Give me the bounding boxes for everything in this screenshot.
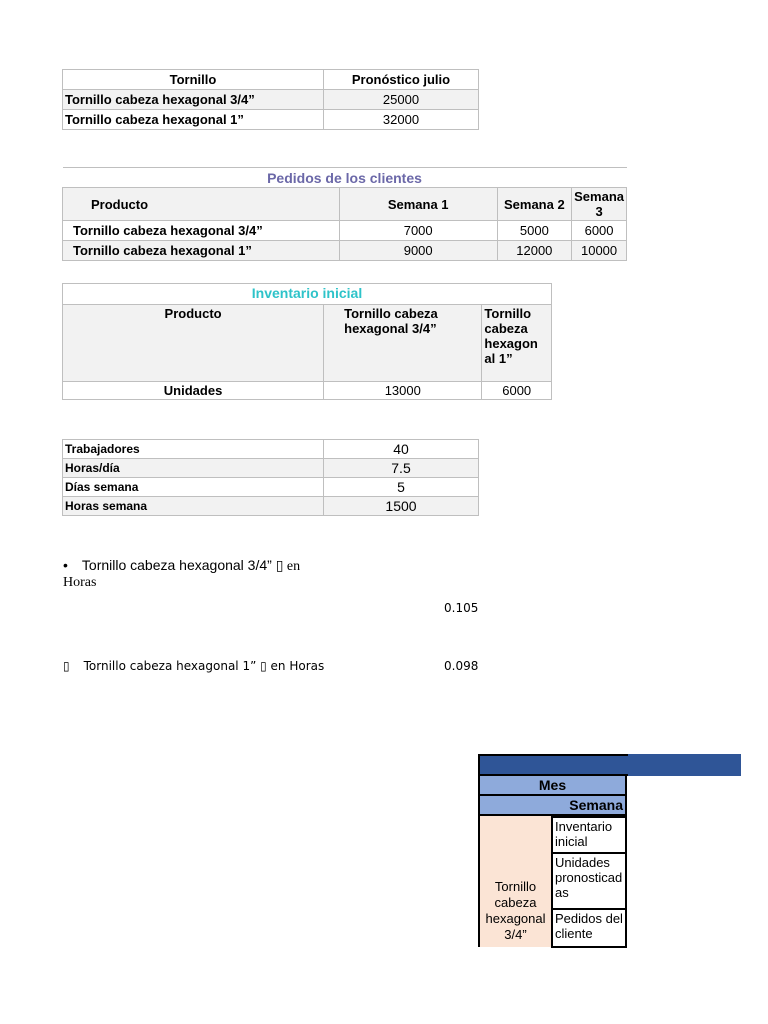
forecast-header-value: Pronóstico julio bbox=[324, 70, 479, 90]
table-row bbox=[63, 459, 479, 478]
table-row bbox=[63, 90, 479, 110]
table-row bbox=[63, 478, 479, 497]
note-line-1 bbox=[63, 557, 300, 575]
table-row bbox=[63, 440, 479, 459]
plan-header-cell bbox=[478, 754, 628, 776]
orders-title: Pedidos de los clientes bbox=[63, 168, 627, 188]
note-text-1a: Tornillo cabeza hexagonal 3/4” bbox=[81, 557, 276, 573]
orders-table bbox=[62, 167, 627, 261]
inventory-title-row bbox=[63, 284, 552, 305]
inventory-value: 6000 bbox=[482, 382, 552, 400]
labor-label: Horas semana bbox=[63, 497, 324, 516]
note-text-2: Tornillo cabeza hexagonal 1” ▯ en Horas bbox=[83, 659, 325, 673]
plan-row-initial-inventory: Inventario inicial bbox=[551, 816, 627, 854]
forecast-table bbox=[62, 69, 479, 130]
missing-glyph-icon: ▯ bbox=[275, 558, 284, 574]
inventory-header-item1: Tornillo cabeza hexagonal 3/4” bbox=[324, 305, 482, 382]
inventory-table bbox=[62, 283, 552, 400]
forecast-header-product: Tornillo bbox=[63, 70, 324, 90]
orders-week2: 12000 bbox=[497, 241, 572, 261]
table-row bbox=[63, 497, 479, 516]
orders-week2: 5000 bbox=[497, 221, 572, 241]
forecast-product: Tornillo cabeza hexagonal 1” bbox=[63, 110, 324, 130]
bullet-icon: • bbox=[63, 557, 68, 573]
labor-value: 7.5 bbox=[324, 459, 479, 478]
forecast-value: 25000 bbox=[324, 90, 479, 110]
forecast-header-row bbox=[63, 70, 479, 90]
orders-header-row bbox=[63, 188, 627, 221]
table-row bbox=[63, 221, 627, 241]
plan-week-label: Semana bbox=[478, 796, 627, 816]
orders-week1: 9000 bbox=[339, 241, 497, 261]
labor-label: Trabajadores bbox=[63, 440, 324, 459]
note-text-1c: Horas bbox=[63, 575, 97, 590]
note-value-2: 0.098 bbox=[444, 659, 479, 673]
plan-product-cell bbox=[478, 816, 551, 947]
orders-product: Tornillo cabeza hexagonal 3/4” bbox=[63, 221, 340, 241]
table-row bbox=[63, 382, 552, 400]
orders-week1: 7000 bbox=[339, 221, 497, 241]
note-line-2 bbox=[63, 659, 324, 673]
labor-label: Días semana bbox=[63, 478, 324, 497]
plan-header-bar bbox=[478, 754, 741, 776]
inventory-value: 13000 bbox=[324, 382, 482, 400]
inventory-header-product: Producto bbox=[63, 305, 324, 382]
forecast-value: 32000 bbox=[324, 110, 479, 130]
orders-product: Tornillo cabeza hexagonal 1” bbox=[63, 241, 340, 261]
orders-header-week2: Semana 2 bbox=[497, 188, 572, 221]
missing-glyph-icon: ▯ bbox=[63, 659, 70, 673]
table-row bbox=[63, 110, 479, 130]
labor-value: 1500 bbox=[324, 497, 479, 516]
labor-label: Horas/día bbox=[63, 459, 324, 478]
plan-row-customer-orders: Pedidos del cliente bbox=[551, 910, 627, 948]
orders-header-week1: Semana 1 bbox=[339, 188, 497, 221]
table-row bbox=[63, 241, 627, 261]
note-text-1b: en bbox=[283, 559, 301, 574]
orders-week3: 10000 bbox=[572, 241, 627, 261]
forecast-product: Tornillo cabeza hexagonal 3/4” bbox=[63, 90, 324, 110]
orders-header-product: Producto bbox=[63, 188, 340, 221]
orders-header-week3: Semana 3 bbox=[572, 188, 627, 221]
orders-week3: 6000 bbox=[572, 221, 627, 241]
plan-product-label: Tornillo cabeza hexagonal 3/4” bbox=[485, 879, 546, 942]
inventory-header-item2: Tornillo cabeza hexagon al 1” bbox=[482, 305, 552, 382]
labor-table bbox=[62, 439, 479, 516]
inventory-title: Inventario inicial bbox=[63, 284, 552, 305]
labor-value: 40 bbox=[324, 440, 479, 459]
plan-row-forecast-units: Unidades pronosticad as bbox=[551, 854, 627, 910]
labor-value: 5 bbox=[324, 478, 479, 497]
plan-month-label: Mes bbox=[478, 776, 627, 796]
note-value-1: 0.105 bbox=[444, 601, 479, 615]
inventory-header-row bbox=[63, 305, 552, 382]
orders-title-row bbox=[63, 168, 627, 188]
inventory-row-label: Unidades bbox=[63, 382, 324, 400]
